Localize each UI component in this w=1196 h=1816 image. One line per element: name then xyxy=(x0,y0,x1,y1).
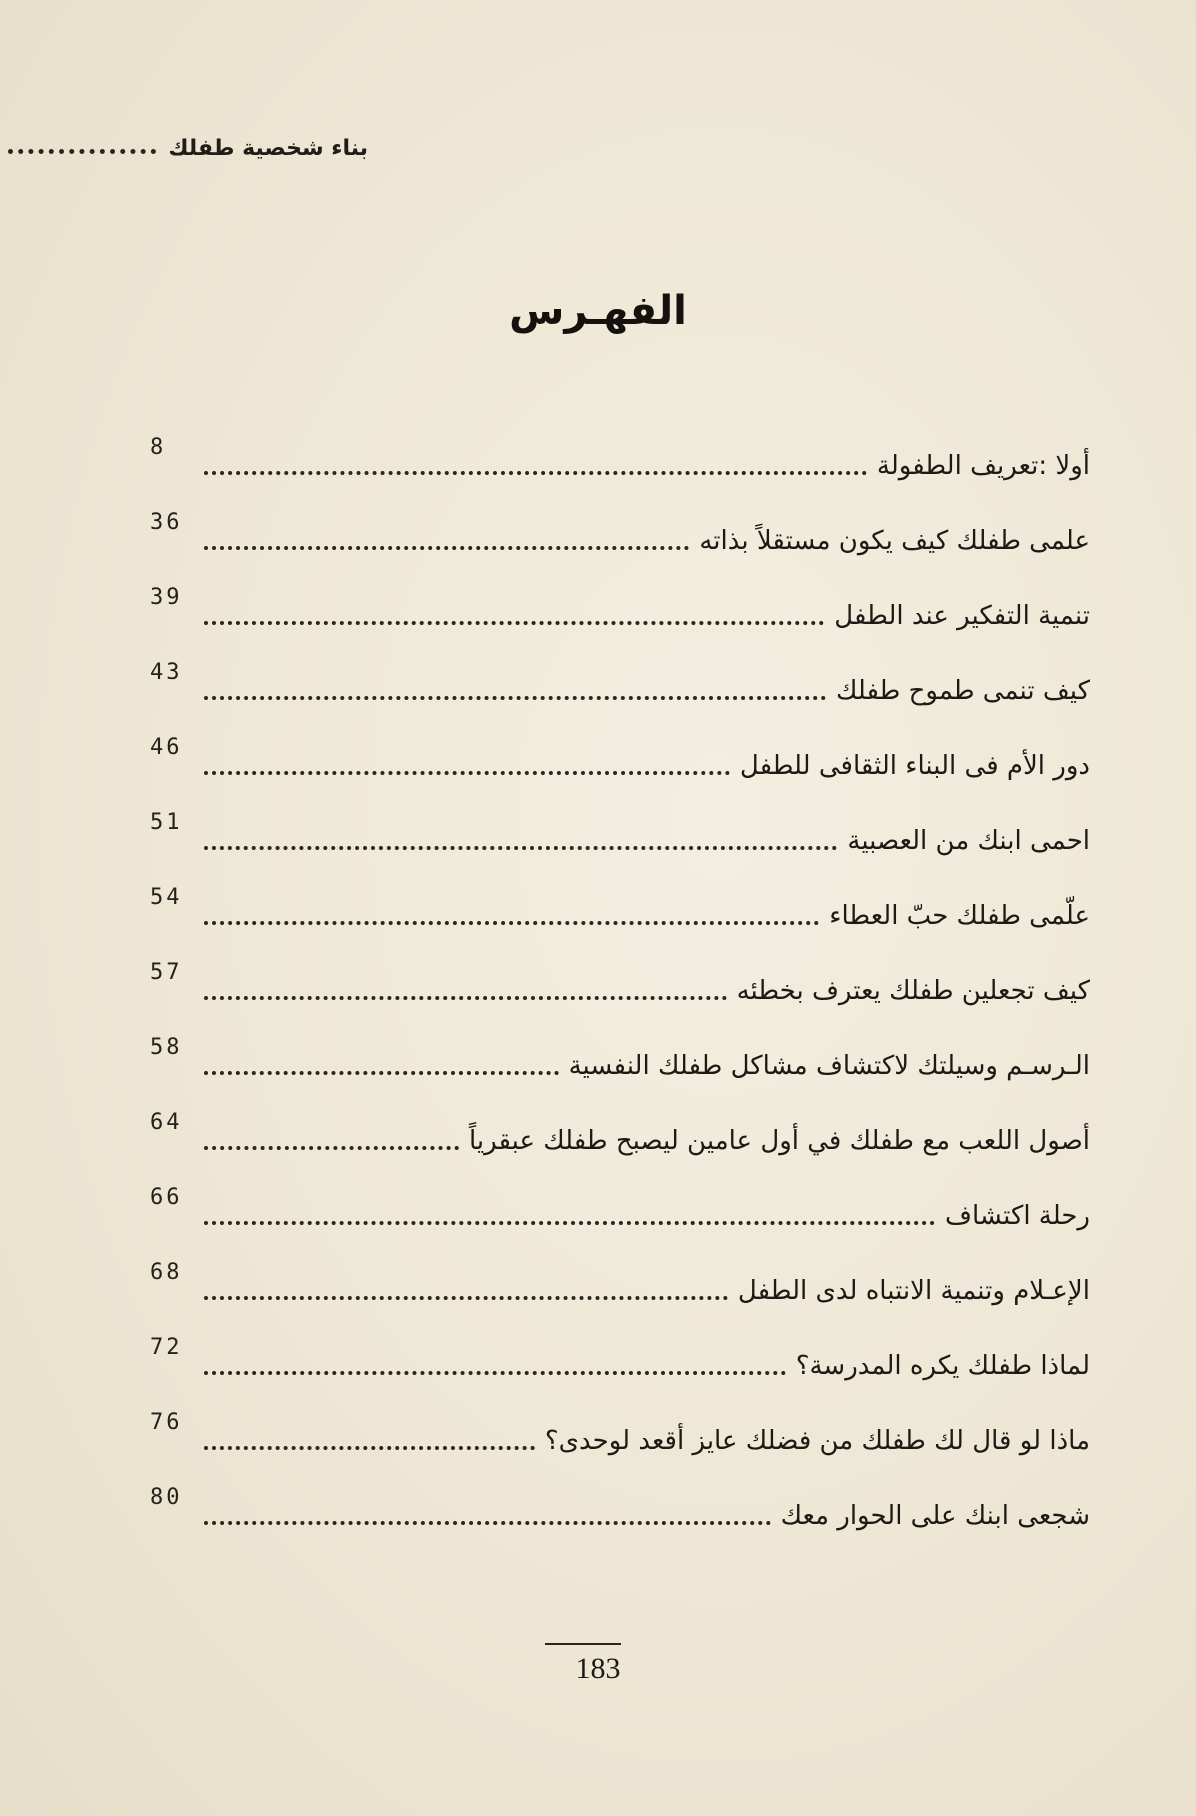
toc-entry-title: الإعـلام وتنمية الانتباه لدى الطفل xyxy=(737,1275,1090,1306)
toc-entry xyxy=(150,1253,1090,1328)
toc-entry-page: 8 xyxy=(150,435,167,460)
toc-entry-page: 54 xyxy=(150,885,183,910)
toc-entry-title: شجعى ابنك على الحوار معك xyxy=(780,1500,1090,1531)
dot-leader xyxy=(204,1446,535,1450)
toc-entry-page: 68 xyxy=(150,1260,183,1285)
toc-entry xyxy=(150,653,1090,728)
dot-leader xyxy=(204,1371,786,1375)
toc-entry-page: 76 xyxy=(150,1410,183,1435)
toc-entry xyxy=(150,1028,1090,1103)
toc-entry-page: 64 xyxy=(150,1110,183,1135)
toc-entry-title: أولا :تعريف الطفولة xyxy=(876,450,1090,481)
toc-entry-title: أصول اللعب مع طفلك في أول عامين ليصبح طفلك عبقرياً xyxy=(468,1125,1090,1156)
dot-leader xyxy=(204,846,837,850)
dot-leader xyxy=(204,996,727,1000)
footer-rule xyxy=(545,1643,621,1645)
dot-leader xyxy=(204,546,689,550)
toc-entry-page: 58 xyxy=(150,1035,183,1060)
toc-entry-title: علمى طفلك كيف يكون مستقلاً بذاته xyxy=(699,525,1090,556)
toc-entry-page: 80 xyxy=(150,1485,183,1510)
toc-entry xyxy=(150,953,1090,1028)
dot-leader xyxy=(204,1071,559,1075)
dot-leader xyxy=(204,621,824,625)
toc-entry-page: 57 xyxy=(150,960,183,985)
toc-entry-page: 51 xyxy=(150,810,183,835)
toc-entry-page: 66 xyxy=(150,1185,183,1210)
dot-leader xyxy=(204,1221,935,1225)
page-number: 183 xyxy=(575,1652,621,1685)
toc-entry-title: دور الأم فى البناء الثقافى للطفل xyxy=(739,750,1090,781)
toc-entry xyxy=(150,728,1090,803)
header-dot-leader xyxy=(8,149,156,154)
toc-entry-title: تنمية التفكير عند الطفل xyxy=(834,600,1090,631)
toc-entry-page: 39 xyxy=(150,585,183,610)
toc-entry xyxy=(150,1403,1090,1478)
dot-leader xyxy=(204,1146,459,1150)
toc-entry xyxy=(150,1478,1090,1553)
toc-entry-title: لماذا طفلك يكره المدرسة؟ xyxy=(795,1350,1090,1381)
table-of-contents xyxy=(150,428,1090,1553)
toc-entry-page: 72 xyxy=(150,1335,183,1360)
dot-leader xyxy=(204,771,730,775)
toc-entry-page: 43 xyxy=(150,660,183,685)
running-title: بناء شخصية طفلك xyxy=(168,135,368,161)
toc-entry-page: 36 xyxy=(150,510,183,535)
toc-entry xyxy=(150,1103,1090,1178)
toc-entry xyxy=(150,1328,1090,1403)
toc-entry-title: الـرسـم وسيلتك لاكتشاف مشاكل طفلك النفسية xyxy=(568,1050,1090,1081)
dot-leader xyxy=(204,921,819,925)
dot-leader xyxy=(204,471,867,475)
dot-leader xyxy=(204,1296,728,1300)
toc-entry xyxy=(150,503,1090,578)
toc-entry-title: كيف تنمى طموح طفلك xyxy=(835,675,1090,706)
running-header xyxy=(8,128,368,168)
toc-entry xyxy=(150,878,1090,953)
toc-entry xyxy=(150,578,1090,653)
toc-entry-title: علّمى طفلك حبّ العطاء xyxy=(829,900,1090,931)
toc-entry-title: رحلة اكتشاف xyxy=(945,1200,1090,1231)
toc-entry-title: كيف تجعلين طفلك يعترف بخطئه xyxy=(736,975,1090,1006)
toc-entry xyxy=(150,1178,1090,1253)
dot-leader xyxy=(204,696,826,700)
page-title: الفهـرس xyxy=(509,288,687,334)
toc-entry xyxy=(150,428,1090,503)
dot-leader xyxy=(204,1521,771,1525)
toc-entry xyxy=(150,803,1090,878)
toc-entry-title: احمى ابنك من العصبية xyxy=(847,825,1090,856)
toc-entry-title: ماذا لو قال لك طفلك من فضلك عايز أقعد لوحدى؟ xyxy=(544,1425,1090,1456)
toc-entry-page: 46 xyxy=(150,735,183,760)
